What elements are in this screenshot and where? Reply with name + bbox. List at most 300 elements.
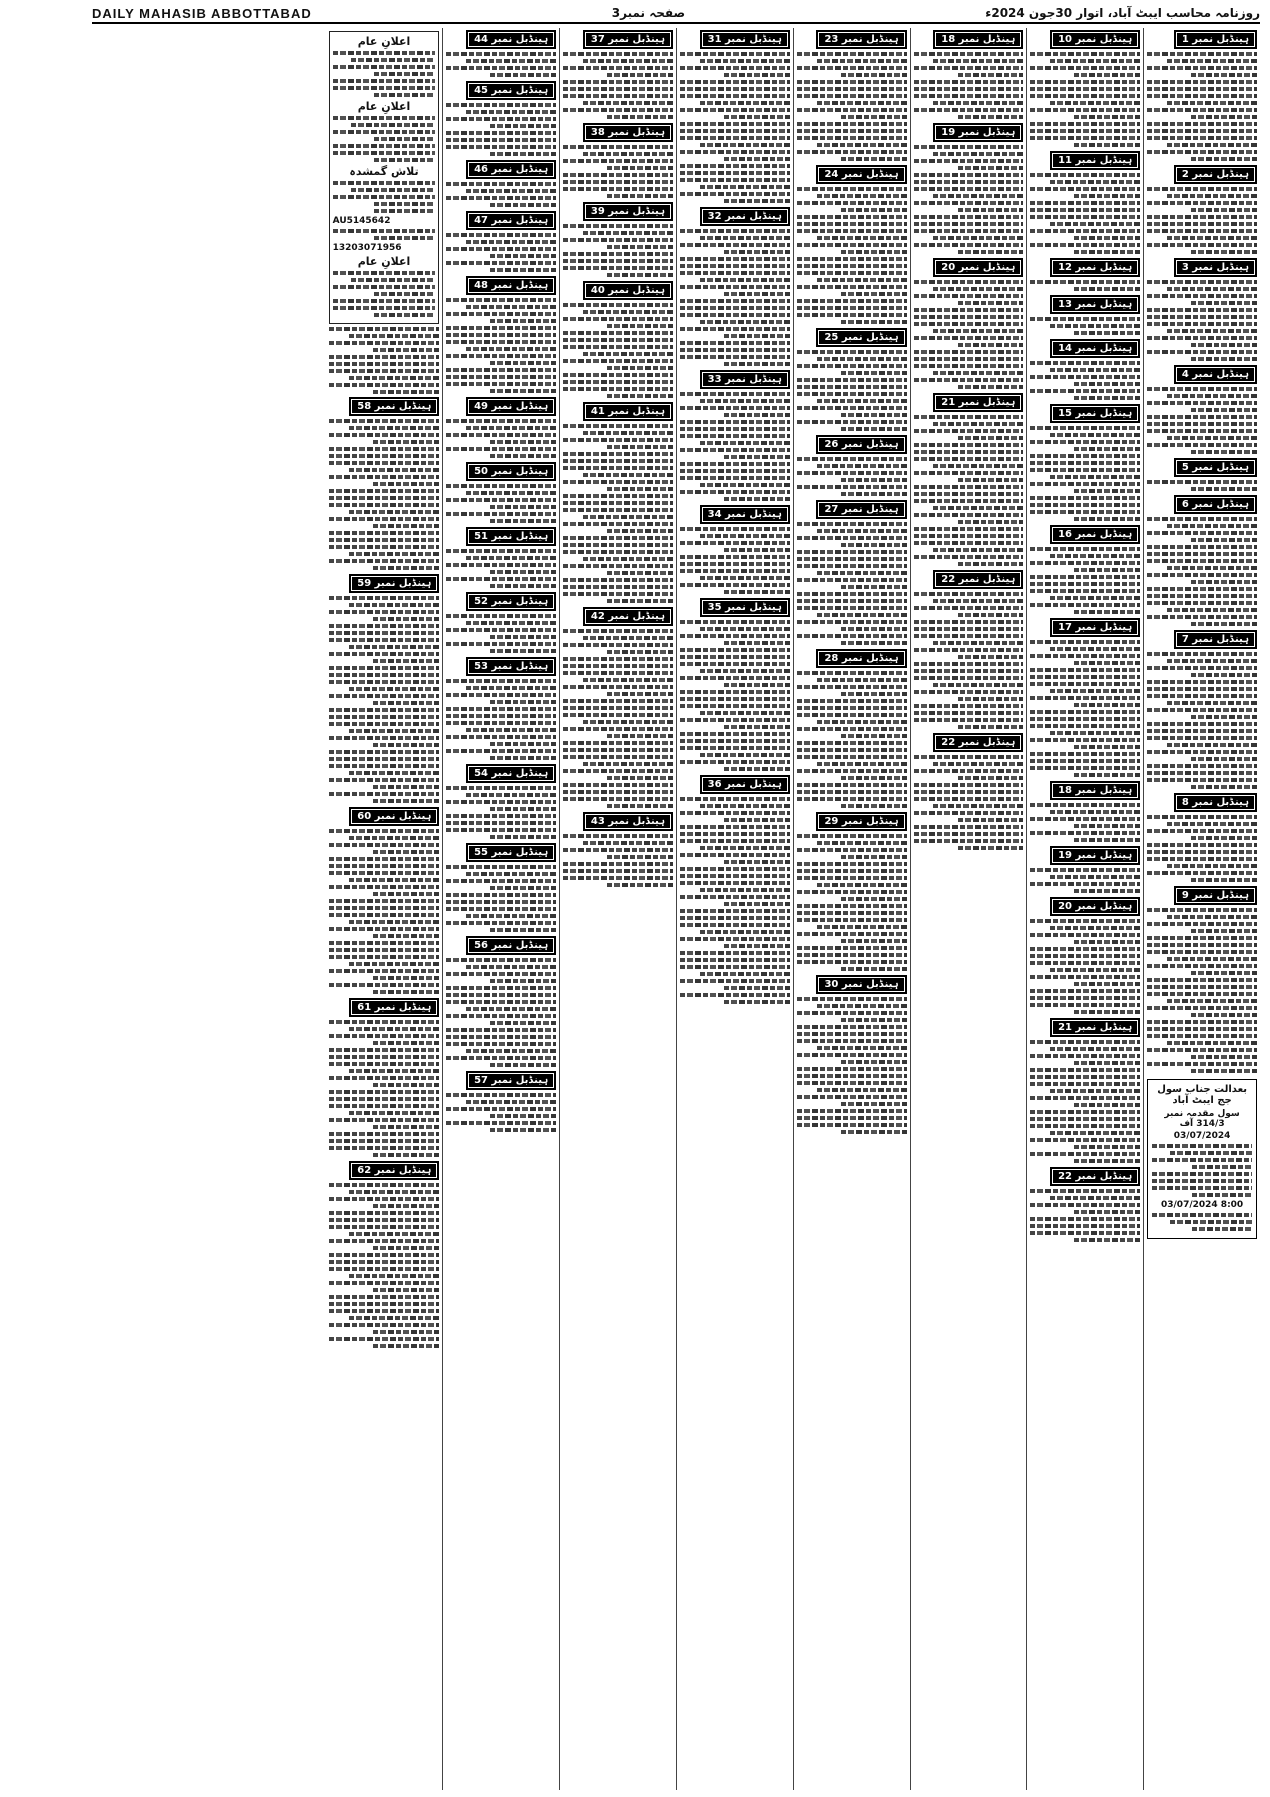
text-line	[914, 429, 1024, 433]
handbill-header	[1147, 495, 1257, 514]
handbill	[329, 397, 440, 570]
text-line	[797, 66, 907, 70]
text-line	[329, 1323, 440, 1327]
text-line	[724, 902, 790, 906]
text-line	[1167, 566, 1257, 570]
text-line	[563, 834, 673, 838]
text-line	[1167, 608, 1257, 612]
text-line	[349, 510, 440, 514]
text-line	[1030, 882, 1140, 886]
text-line	[797, 406, 907, 410]
text-line	[1030, 1189, 1140, 1193]
text-line	[797, 420, 907, 424]
text-line	[797, 1053, 907, 1057]
text-line	[680, 825, 790, 829]
text-line	[680, 164, 790, 168]
text-line	[373, 566, 439, 570]
text-line	[841, 804, 907, 808]
text-line	[1167, 999, 1257, 1003]
handbill-number: ہینڈبل نمبر 61	[349, 998, 439, 1017]
text-line	[680, 327, 790, 331]
text-line	[724, 250, 790, 254]
text-line	[1050, 554, 1140, 558]
text-line	[329, 736, 440, 740]
text-line	[446, 693, 556, 697]
text-line	[841, 115, 907, 119]
text-line	[1074, 661, 1140, 665]
handbill	[1030, 151, 1140, 254]
text-line	[446, 312, 556, 316]
text-line	[446, 679, 556, 683]
column	[1026, 28, 1143, 1790]
handbill-number: ہینڈبل نمبر 19	[1050, 846, 1140, 865]
text-line	[583, 720, 673, 724]
text-line	[373, 482, 439, 486]
text-line	[841, 1060, 907, 1064]
text-line	[466, 1007, 556, 1011]
text-line	[374, 202, 436, 206]
text-line	[374, 313, 436, 317]
text-line	[1050, 59, 1140, 63]
handbill-number: ہینڈبل نمبر 14	[1050, 339, 1140, 358]
text-line	[797, 564, 907, 568]
text-line	[724, 73, 790, 77]
text-line	[329, 1281, 440, 1285]
text-line	[446, 642, 556, 646]
handbill-header	[1030, 781, 1140, 800]
text-line	[680, 94, 790, 98]
text-line	[797, 80, 907, 84]
text-line	[680, 832, 790, 836]
text-line	[1147, 243, 1257, 247]
handbill-number: ہینڈبل نمبر 42	[583, 607, 673, 626]
handbill-header	[1147, 30, 1257, 49]
text-line	[817, 357, 907, 361]
text-line	[563, 727, 673, 731]
text-line	[1167, 864, 1257, 868]
handbill-number: ہینڈبل نمبر 22	[933, 733, 1023, 752]
text-line	[1030, 1224, 1140, 1228]
text-line	[933, 287, 1023, 291]
handbill-number: ہینڈبل نمبر 5	[1174, 458, 1257, 477]
handbill-number: ہینڈبل نمبر 24	[816, 165, 906, 184]
notice-title: اعلانِ عام	[357, 100, 411, 113]
text-line	[914, 492, 1024, 496]
handbill-header	[797, 812, 907, 831]
handbill-number: ہینڈبل نمبر 60	[349, 807, 439, 826]
text-line	[373, 1041, 439, 1045]
text-line	[914, 555, 1024, 559]
text-line	[1147, 708, 1257, 712]
handbill-header	[914, 123, 1024, 142]
text-line	[914, 620, 1024, 624]
text-line	[1147, 736, 1257, 740]
text-line	[1192, 1227, 1252, 1231]
text-line	[446, 921, 556, 925]
text-line	[914, 350, 1024, 354]
handbill-header	[446, 462, 556, 481]
text-line	[1147, 187, 1257, 191]
text-line	[446, 498, 556, 502]
text-line	[563, 643, 673, 647]
text-line	[958, 520, 1024, 524]
text-line	[914, 187, 1024, 191]
handbill	[797, 30, 907, 161]
text-line	[563, 501, 673, 505]
handbill-number: ہینڈبل نمبر 26	[816, 435, 906, 454]
text-line	[1167, 1041, 1257, 1045]
handbill-header	[1030, 897, 1140, 916]
text-line	[1191, 580, 1257, 584]
handbill	[797, 165, 907, 324]
text-line	[373, 892, 439, 896]
text-line	[1167, 822, 1257, 826]
text-line	[1147, 1006, 1257, 1010]
handbill	[446, 81, 556, 156]
handbill	[563, 402, 673, 603]
text-line	[329, 948, 440, 952]
text-line	[563, 699, 673, 703]
text-line	[724, 455, 790, 459]
text-line	[680, 739, 790, 743]
text-line	[680, 348, 790, 352]
text-line	[1192, 1165, 1252, 1169]
text-line	[329, 885, 440, 889]
text-line	[446, 1028, 556, 1032]
text-line	[446, 1035, 556, 1039]
text-line	[466, 426, 556, 430]
text-line	[958, 250, 1024, 254]
text-line	[329, 1309, 440, 1313]
text-line	[583, 231, 673, 235]
text-line	[563, 66, 673, 70]
text-line	[607, 245, 673, 249]
text-line	[1152, 1179, 1252, 1183]
text-line	[563, 713, 673, 717]
text-line	[914, 541, 1024, 545]
handbill	[1147, 458, 1257, 491]
text-line	[680, 355, 790, 359]
text-line	[349, 1274, 440, 1278]
handbill	[914, 570, 1024, 729]
text-line	[680, 462, 790, 466]
handbill-header	[446, 30, 556, 49]
notice-id: AU5145642	[332, 216, 391, 226]
handbill-header	[563, 607, 673, 626]
text-line	[1050, 180, 1140, 184]
text-line	[680, 916, 790, 920]
handbill-number: ہینڈبل نمبر 10	[1050, 30, 1140, 49]
handbill-number: ہینڈبل نمبر 48	[466, 276, 556, 295]
text-line	[329, 355, 440, 359]
text-line	[329, 1062, 440, 1066]
text-line	[349, 1316, 440, 1320]
text-line	[1147, 1048, 1257, 1052]
text-line	[329, 1132, 440, 1136]
text-line	[607, 366, 673, 370]
text-line	[583, 352, 673, 356]
text-line	[446, 800, 556, 804]
text-line	[446, 893, 556, 897]
court-notice	[1147, 1079, 1257, 1239]
text-line	[914, 832, 1024, 836]
text-line	[1147, 815, 1257, 819]
handbill-number: ہینڈبل نمبر 23	[816, 30, 906, 49]
handbill	[914, 393, 1024, 566]
handbill	[563, 202, 673, 277]
text-line	[933, 194, 1023, 198]
handbill-number: ہینڈبل نمبر 54	[466, 764, 556, 783]
text-line	[329, 899, 440, 903]
text-line	[797, 997, 907, 1001]
text-line	[446, 117, 556, 121]
text-line	[1074, 250, 1140, 254]
text-line	[797, 699, 907, 703]
text-line	[446, 749, 556, 753]
text-line	[914, 66, 1024, 70]
text-line	[797, 904, 907, 908]
handbill-number: ہینڈبل نمبر 7	[1174, 630, 1257, 649]
text-line	[797, 392, 907, 396]
text-line	[797, 285, 907, 289]
text-line	[1074, 447, 1140, 451]
text-line	[329, 369, 440, 373]
text-line	[1030, 454, 1140, 458]
handbill-header	[446, 527, 556, 546]
handbill-header	[563, 812, 673, 831]
text-line	[680, 392, 790, 396]
text-line	[329, 764, 440, 768]
handbill-header	[446, 160, 556, 179]
text-line	[797, 890, 907, 894]
handbill-number: ہینڈبل نمبر 37	[583, 30, 673, 49]
masthead	[92, 4, 1260, 24]
text-line	[1147, 87, 1257, 91]
text-line	[914, 336, 1024, 340]
text-line	[680, 634, 790, 638]
handbill	[797, 975, 907, 1134]
text-line	[797, 378, 907, 382]
handbill-number: ہینڈبل نمبر 39	[583, 202, 673, 221]
text-line	[1170, 1220, 1252, 1224]
text-line	[1030, 975, 1140, 979]
text-line	[680, 732, 790, 736]
text-line	[329, 447, 440, 451]
text-line	[329, 857, 440, 861]
column	[326, 28, 443, 1790]
text-line	[349, 426, 440, 430]
text-line	[933, 422, 1023, 426]
handbill-number: ہینڈبل نمبر 11	[1050, 151, 1140, 170]
text-line	[607, 883, 673, 887]
text-line	[329, 631, 440, 635]
text-line	[329, 871, 440, 875]
text-line	[1147, 215, 1257, 219]
handbill-number: ہینڈبل نمبر 51	[466, 527, 556, 546]
text-line	[680, 909, 790, 913]
text-line	[797, 201, 907, 205]
text-line	[333, 285, 436, 289]
text-line	[700, 320, 790, 324]
handbill-header	[680, 598, 790, 617]
text-line	[914, 159, 1024, 163]
text-line	[373, 617, 439, 621]
text-line	[1191, 115, 1257, 119]
handbill	[680, 207, 790, 366]
text-line	[351, 278, 435, 282]
text-line	[700, 441, 790, 445]
text-line	[333, 181, 436, 185]
text-line	[1030, 1003, 1140, 1007]
text-line	[797, 599, 907, 603]
handbill	[1147, 630, 1257, 789]
text-line	[680, 66, 790, 70]
text-line	[680, 313, 790, 317]
text-line	[841, 1018, 907, 1022]
handbill-number: ہینڈبل نمبر 22	[933, 570, 1023, 589]
text-line	[797, 755, 907, 759]
text-line	[466, 728, 556, 732]
handbill-header	[1147, 365, 1257, 384]
text-line	[797, 748, 907, 752]
text-line	[724, 944, 790, 948]
text-line	[329, 1239, 440, 1243]
text-line	[680, 662, 790, 666]
text-line	[797, 457, 907, 461]
text-line	[797, 557, 907, 561]
text-line	[1147, 771, 1257, 775]
handbill-number: ہینڈبل نمبر 18	[933, 30, 1023, 49]
text-line	[1147, 552, 1257, 556]
text-line	[1167, 59, 1257, 63]
text-line	[1050, 926, 1140, 930]
text-line	[563, 187, 673, 191]
text-line	[1147, 222, 1257, 226]
text-line	[329, 1146, 440, 1150]
text-line	[958, 343, 1024, 347]
text-line	[914, 513, 1024, 517]
text-line	[446, 1107, 556, 1111]
text-line	[466, 1100, 556, 1104]
text-line	[914, 704, 1024, 708]
text-line	[797, 536, 907, 540]
text-line	[1147, 750, 1257, 754]
text-line	[841, 208, 907, 212]
handbill-number: ہینڈبل نمبر 31	[700, 30, 790, 49]
text-line	[914, 825, 1024, 829]
text-line	[1030, 738, 1140, 742]
text-line	[490, 1063, 556, 1067]
date-line: روزنامہ محاسب ایبٹ آباد، اتوار 30جون 2024ء	[985, 6, 1260, 20]
text-line	[1147, 722, 1257, 726]
text-line	[1170, 1151, 1252, 1155]
text-line	[1167, 915, 1257, 919]
text-line	[446, 735, 556, 739]
handbill	[680, 30, 790, 203]
text-line	[446, 972, 556, 976]
handbill-header	[1030, 1018, 1140, 1037]
text-line	[797, 522, 907, 526]
handbill	[329, 807, 440, 994]
text-line	[680, 648, 790, 652]
text-line	[373, 1330, 439, 1334]
text-line	[329, 1183, 440, 1187]
text-line	[466, 59, 556, 63]
text-line	[563, 592, 673, 596]
text-line	[373, 1204, 439, 1208]
text-line	[680, 839, 790, 843]
text-line	[724, 362, 790, 366]
handbill	[446, 160, 556, 207]
text-line	[329, 715, 440, 719]
text-line	[724, 725, 790, 729]
text-line	[1050, 1131, 1140, 1135]
text-line	[797, 229, 907, 233]
text-line	[933, 641, 1023, 645]
text-line	[563, 80, 673, 84]
text-line	[373, 701, 439, 705]
text-line	[700, 627, 790, 631]
text-line	[914, 471, 1024, 475]
text-line	[1191, 785, 1257, 789]
text-line	[680, 895, 790, 899]
text-line	[563, 769, 673, 773]
text-line	[1191, 673, 1257, 677]
text-line	[329, 638, 440, 642]
text-line	[1030, 933, 1140, 937]
text-line	[680, 555, 790, 559]
text-line	[1030, 954, 1140, 958]
text-line	[797, 350, 907, 354]
text-line	[797, 848, 907, 852]
text-line	[563, 741, 673, 745]
text-line	[817, 194, 907, 198]
text-line	[349, 836, 440, 840]
text-line	[933, 506, 1023, 510]
handbill	[1030, 404, 1140, 521]
handbill	[446, 843, 556, 932]
text-line	[1050, 875, 1140, 879]
text-line	[841, 492, 907, 496]
text-line	[490, 756, 556, 760]
text-line	[1191, 622, 1257, 626]
handbill	[329, 998, 440, 1157]
handbill-header	[446, 81, 556, 100]
text-line	[724, 818, 790, 822]
text-line	[329, 461, 440, 465]
text-line	[563, 876, 673, 880]
text-line	[1030, 1138, 1140, 1142]
text-line	[914, 222, 1024, 226]
text-line	[446, 828, 556, 832]
text-line	[1167, 659, 1257, 663]
text-line	[1030, 496, 1140, 500]
text-line	[680, 853, 790, 857]
text-line	[797, 52, 907, 56]
text-line	[680, 229, 790, 233]
text-line	[446, 419, 556, 423]
handbill-header	[1147, 458, 1257, 477]
text-line	[446, 247, 556, 251]
handbill	[563, 281, 673, 398]
handbill-number: ہینڈبل نمبر 20	[933, 258, 1023, 277]
text-line	[1030, 1231, 1140, 1235]
text-line	[797, 876, 907, 880]
text-line	[841, 543, 907, 547]
handbill-header	[680, 370, 790, 389]
text-line	[329, 913, 440, 917]
column	[793, 28, 910, 1790]
